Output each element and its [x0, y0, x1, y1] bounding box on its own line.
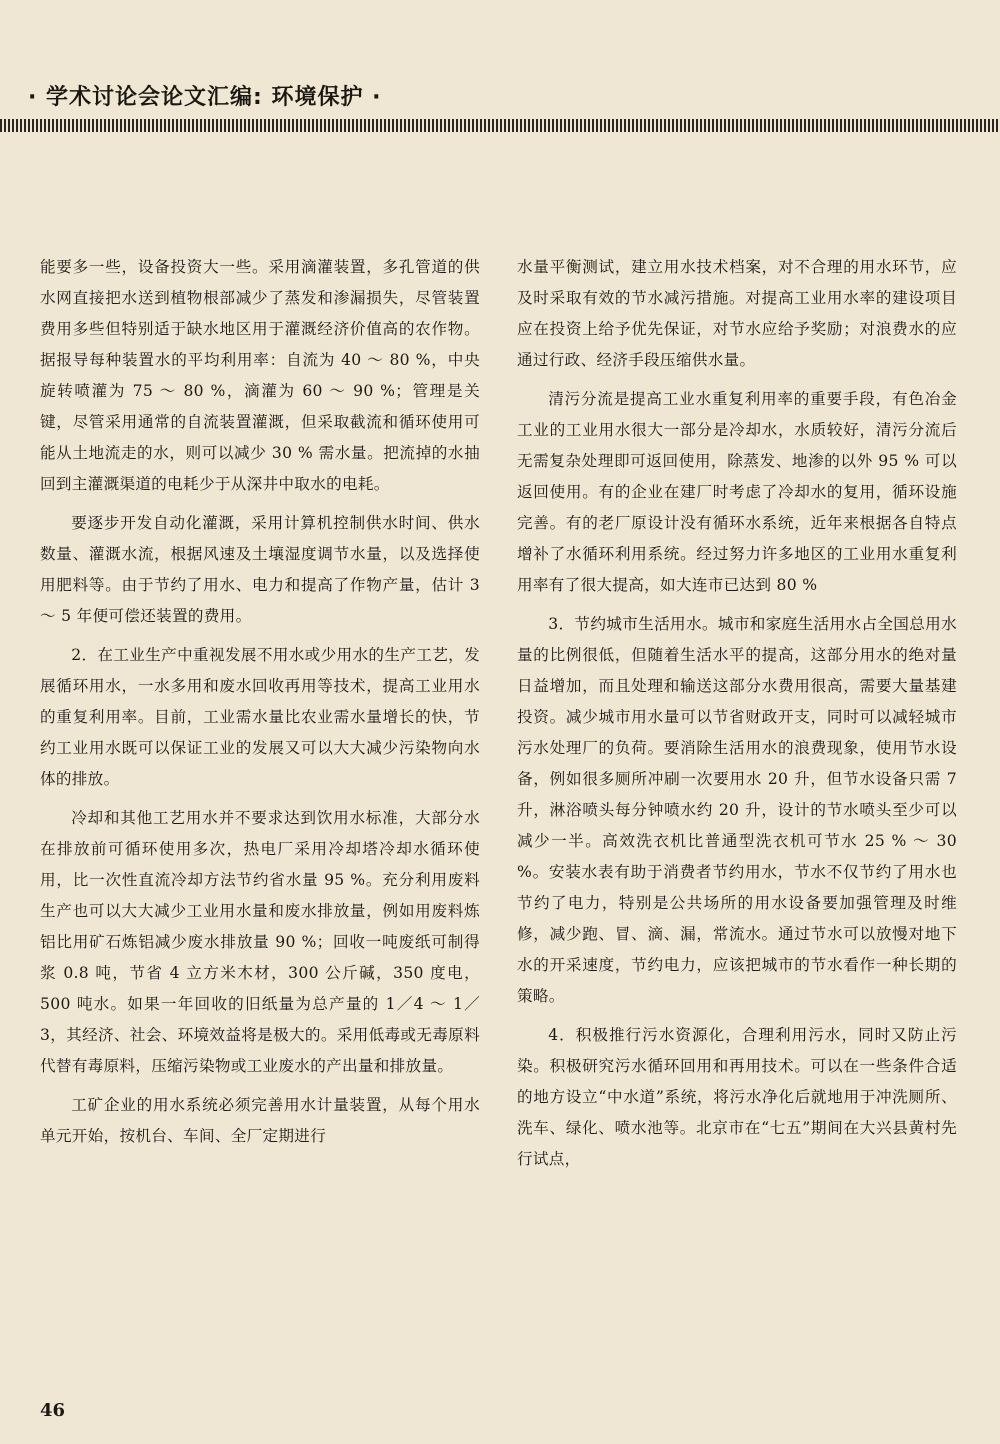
- paragraph: 冷却和其他工艺用水并不要求达到饮用水标准，大部分水在排放前可循环使用多次，热电厂采用冷却塔冷却水循环使用，比一次性直流冷却方法节约省水量 95 %。充分利用废料生产也可以大大减少工业用水量和废水排放量，例如用废料炼铝比用矿石炼铝减少废水排放量 90 %；回收一吨废纸可制得浆 0.8 吨，节省 4 立方米木材，300 公斤碱，350 度电，500 吨水。如果一年回收的旧纸量为总产量的 1／4 ～ 1／3，其经济、社会、环境效益将是极大的。采用低毒或无毒原料代替有毒原料，压缩污染物或工业废水的产出量和排放量。: [40, 809, 480, 1075]
- paragraph: 要逐步开发自动化灌溉，采用计算机控制供水时间、供水数量、灌溉水流，根据风速及土壤湿度调节水量，以及选择使用肥料等。由于节约了用水、电力和提高了作物产量，估计 3 ～ 5 年便可偿还装置的费用。: [40, 514, 480, 625]
- paragraph: 4．积极推行污水资源化，合理利用污水，同时又防止污染。积极研究污水循环回用和再用技术。可以在一些条件合适的地方设立“中水道”系统，将污水净化后就地用于冲洗厕所、洗车、绿化、喷水池等。北京市在“七五”期间在大兴县黄村先行试点，: [517, 1026, 957, 1168]
- running-header: · 学术讨论会论文汇编: 环境保护 ·: [28, 85, 382, 110]
- page-number: 46: [40, 1400, 66, 1421]
- right-column: [517, 252, 957, 1175]
- paragraph: 清污分流是提高工业水重复利用率的重要手段，有色冶金工业的工业用水很大一部分是冷却水，水质较好，清污分流后无需复杂处理即可返回使用，除蒸发、地渗的以外 95 % 可以返回使用。有的企业在建厂时考虑了冷却水的复用，循环设施完善。有的老厂原设计没有循环水系统，近年来根据各自特点增补了水循环利用系统。经过努力许多地区的工业用水重复利用率有了很大提高，如大连市已达到 80 %: [517, 390, 957, 594]
- left-column: [40, 252, 480, 1152]
- header-rule: [0, 119, 1000, 132]
- paragraph: 水量平衡测试，建立用水技术档案，对不合理的用水环节，应及时采取有效的节水减污措施。对提高工业用水率的建设项目应在投资上给予优先保证，对节水应给予奖励；对浪费水的应通过行政、经济手段压缩供水量。: [517, 258, 957, 369]
- paragraph: 能要多一些，设备投资大一些。采用滴灌装置，多孔管道的供水网直接把水送到植物根部减少了蒸发和渗漏损失，尽管装置费用多些但特别适于缺水地区用于灌溉经济价值高的农作物。据报导每种装置水的平均利用率：自流为 40 ～ 80 %，中央旋转喷灌为 75 ～ 80 %，滴灌为 60 ～ 90 %；管理是关键，尽管采用通常的自流装置灌溉，但采取截流和循环使用可能从土地流走的水，则可以减少 30 % 需水量。把流掉的水抽回到主灌溉渠道的电耗少于从深井中取水的电耗。: [40, 258, 480, 493]
- paragraph: 2．在工业生产中重视发展不用水或少用水的生产工艺，发展循环用水，一水多用和废水回收再用等技术，提高工业用水的重复利用率。目前，工业需水量比农业需水量增长的快，节约工业用水既可以保证工业的发展又可以大大减少污染物向水体的排放。: [40, 646, 480, 788]
- paragraph: 3．节约城市生活用水。城市和家庭生活用水占全国总用水量的比例很低，但随着生活水平的提高，这部分用水的绝对量日益增加，而且处理和输送这部分水费用很高，需要大量基建投资。减少城市用水量可以节省财政开支，同时可以减轻城市污水处理厂的负荷。要消除生活用水的浪费现象，使用节水设备，例如很多厕所冲刷一次要用水 20 升，但节水设备只需 7 升，淋浴喷头每分钟喷水约 20 升，设计的节水喷头至少可以减少一半。高效洗衣机比普通型洗衣机可节水 25 % ～ 30 %。安装水表有助于消费者节约用水，节水不仅节约了用水也节约了电力，特别是公共场所的用水设备要加强管理及时维修，减少跑、冒、滴、漏，常流水。通过节水可以放慢对地下水的开采速度，节约电力，应该把城市的节水看作一种长期的策略。: [517, 615, 957, 1005]
- paragraph: 工矿企业的用水系统必须完善用水计量装置，从每个用水单元开始，按机台、车间、全厂定期进行: [40, 1096, 480, 1145]
